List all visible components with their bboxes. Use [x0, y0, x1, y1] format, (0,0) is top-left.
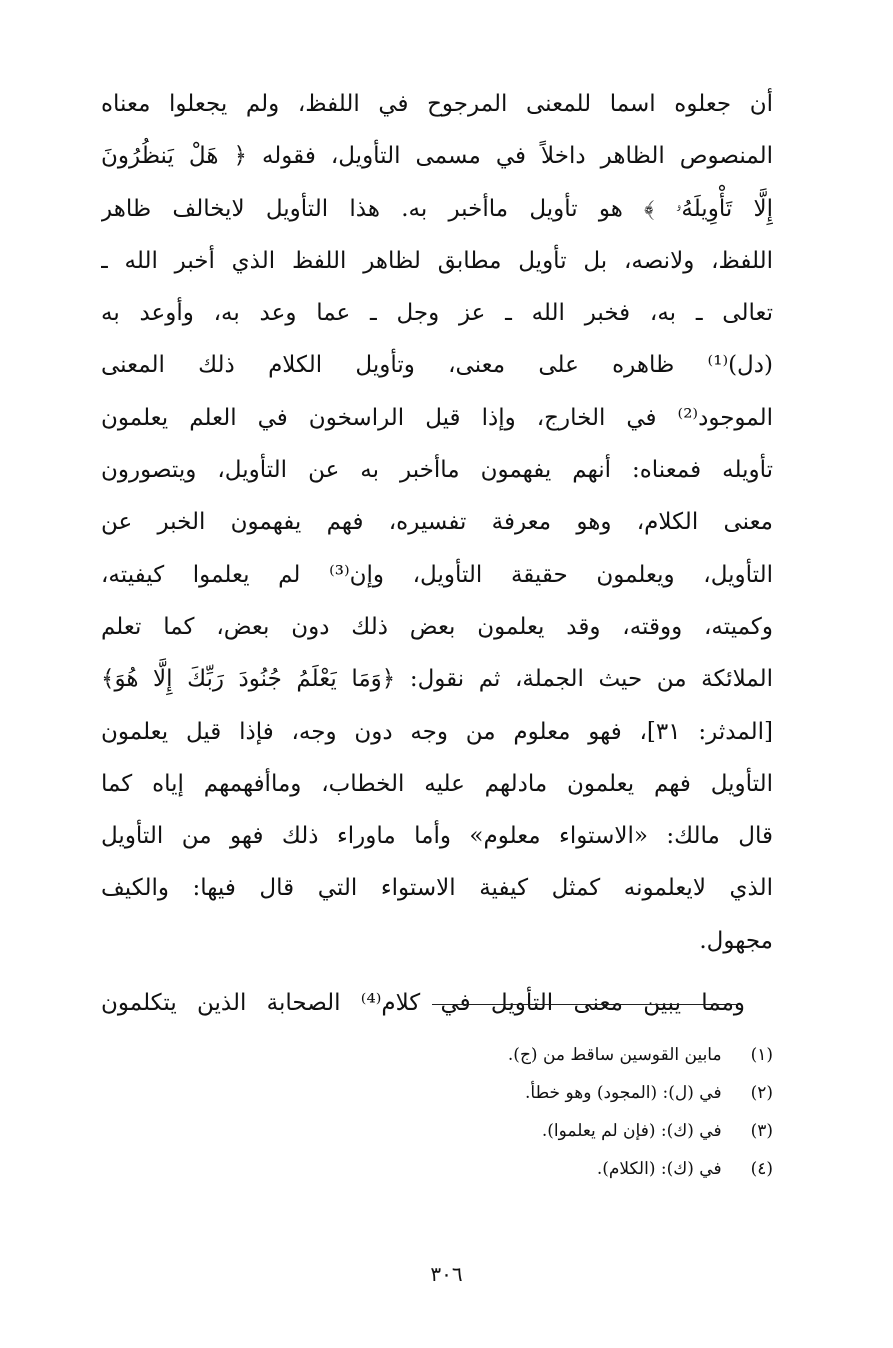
footnote-text: في (ل): (المجود) وهو خطأ.: [525, 1083, 722, 1103]
text-line: التأويل فهم يعلمون مادلهم عليه الخطاب، وماأفهمهم إياه كما: [101, 770, 773, 797]
text-line: إِلَّا تَأْوِيلَهُۥ ﴾ هو تأويل ماأخبر به. هذا التأويل لايخالف ظاهر: [101, 195, 773, 222]
paragraph-gap: [101, 967, 773, 977]
text-line: المنصوص الظاهر داخلاً في مسمى التأويل، فقوله ﴿ هَلْ يَنظُرُونَ: [101, 143, 773, 170]
text-line: الموجود⁽²⁾ في الخارج، وإذا قيل الراسخون في العلم يعلمون: [101, 404, 773, 431]
text-line: ومما يبين معنى التأويل في كلام⁽⁴⁾ الصحابة الذين يتكلمون: [101, 990, 745, 1017]
text-line: مجهول.: [699, 927, 773, 954]
footnotes: [133, 1036, 773, 1188]
text-line: التأويل، ويعلمون حقيقة التأويل، وإن⁽³⁾ لم يعلموا كيفيته،: [101, 561, 773, 588]
text-line: الذي لايعلمونه كمثل كيفية الاستواء التي قال فيها: والكيف: [101, 875, 773, 902]
footnote-text: مابين القوسين ساقط من (ج).: [507, 1045, 722, 1065]
footnote-separator: [432, 1004, 740, 1005]
footnote: [133, 1150, 773, 1188]
text-line: الملائكة من حيث الجملة، ثم نقول: ﴿وَمَا يَعْلَمُ جُنُودَ رَبِّكَ إِلَّا هُوَ﴾: [101, 666, 773, 693]
text-line: تأويله فمعناه: أنهم يفهمون ماأخبر به عن التأويل، ويتصورون: [101, 457, 773, 484]
footnote: [133, 1112, 773, 1150]
text-line: [المدثر: ٣١]، فهو معلوم من وجه دون وجه، فإذا قيل يعلمون: [101, 718, 773, 745]
text-line: (دل)⁽¹⁾ ظاهره على معنى، وتأويل الكلام ذلك المعنى: [101, 352, 773, 379]
text-line: اللفظ، ولانصه، بل تأويل مطابق لظاهر اللفظ الذي أخبر الله ـ: [101, 247, 773, 274]
footnote-number: (٤): [750, 1159, 773, 1179]
text-line: معنى الكلام، وهو معرفة تفسيره، فهم يفهمون الخبر عن: [101, 509, 773, 536]
body-text: [101, 78, 773, 1029]
text-line: قال مالك: «الاستواء معلوم» وأما ماوراء ذلك فهو من التأويل: [101, 823, 773, 850]
footnote-number: (٢): [750, 1083, 773, 1103]
footnote-text: في (ك): (الكلام).: [596, 1159, 722, 1179]
footnote: [133, 1074, 773, 1112]
text-line: أن جعلوه اسما للمعنى المرجوح في اللفظ، ولم يجعلوا معناه: [101, 91, 773, 117]
text-line: تعالى ـ به، فخبر الله ـ عز وجل ـ عما وعد به، وأوعد به: [101, 300, 773, 327]
footnote-text: في (ك): (فإن لم يعلموا).: [541, 1121, 722, 1141]
page-number: ٣٠٦: [430, 1262, 463, 1286]
footnote: [133, 1036, 773, 1074]
text-line: وكميته، ووقته، وقد يعلمون بعض ذلك دون بعض، كما تعلم: [101, 613, 773, 640]
footnote-number: (٣): [750, 1121, 773, 1141]
footnote-number: (١): [750, 1045, 773, 1065]
